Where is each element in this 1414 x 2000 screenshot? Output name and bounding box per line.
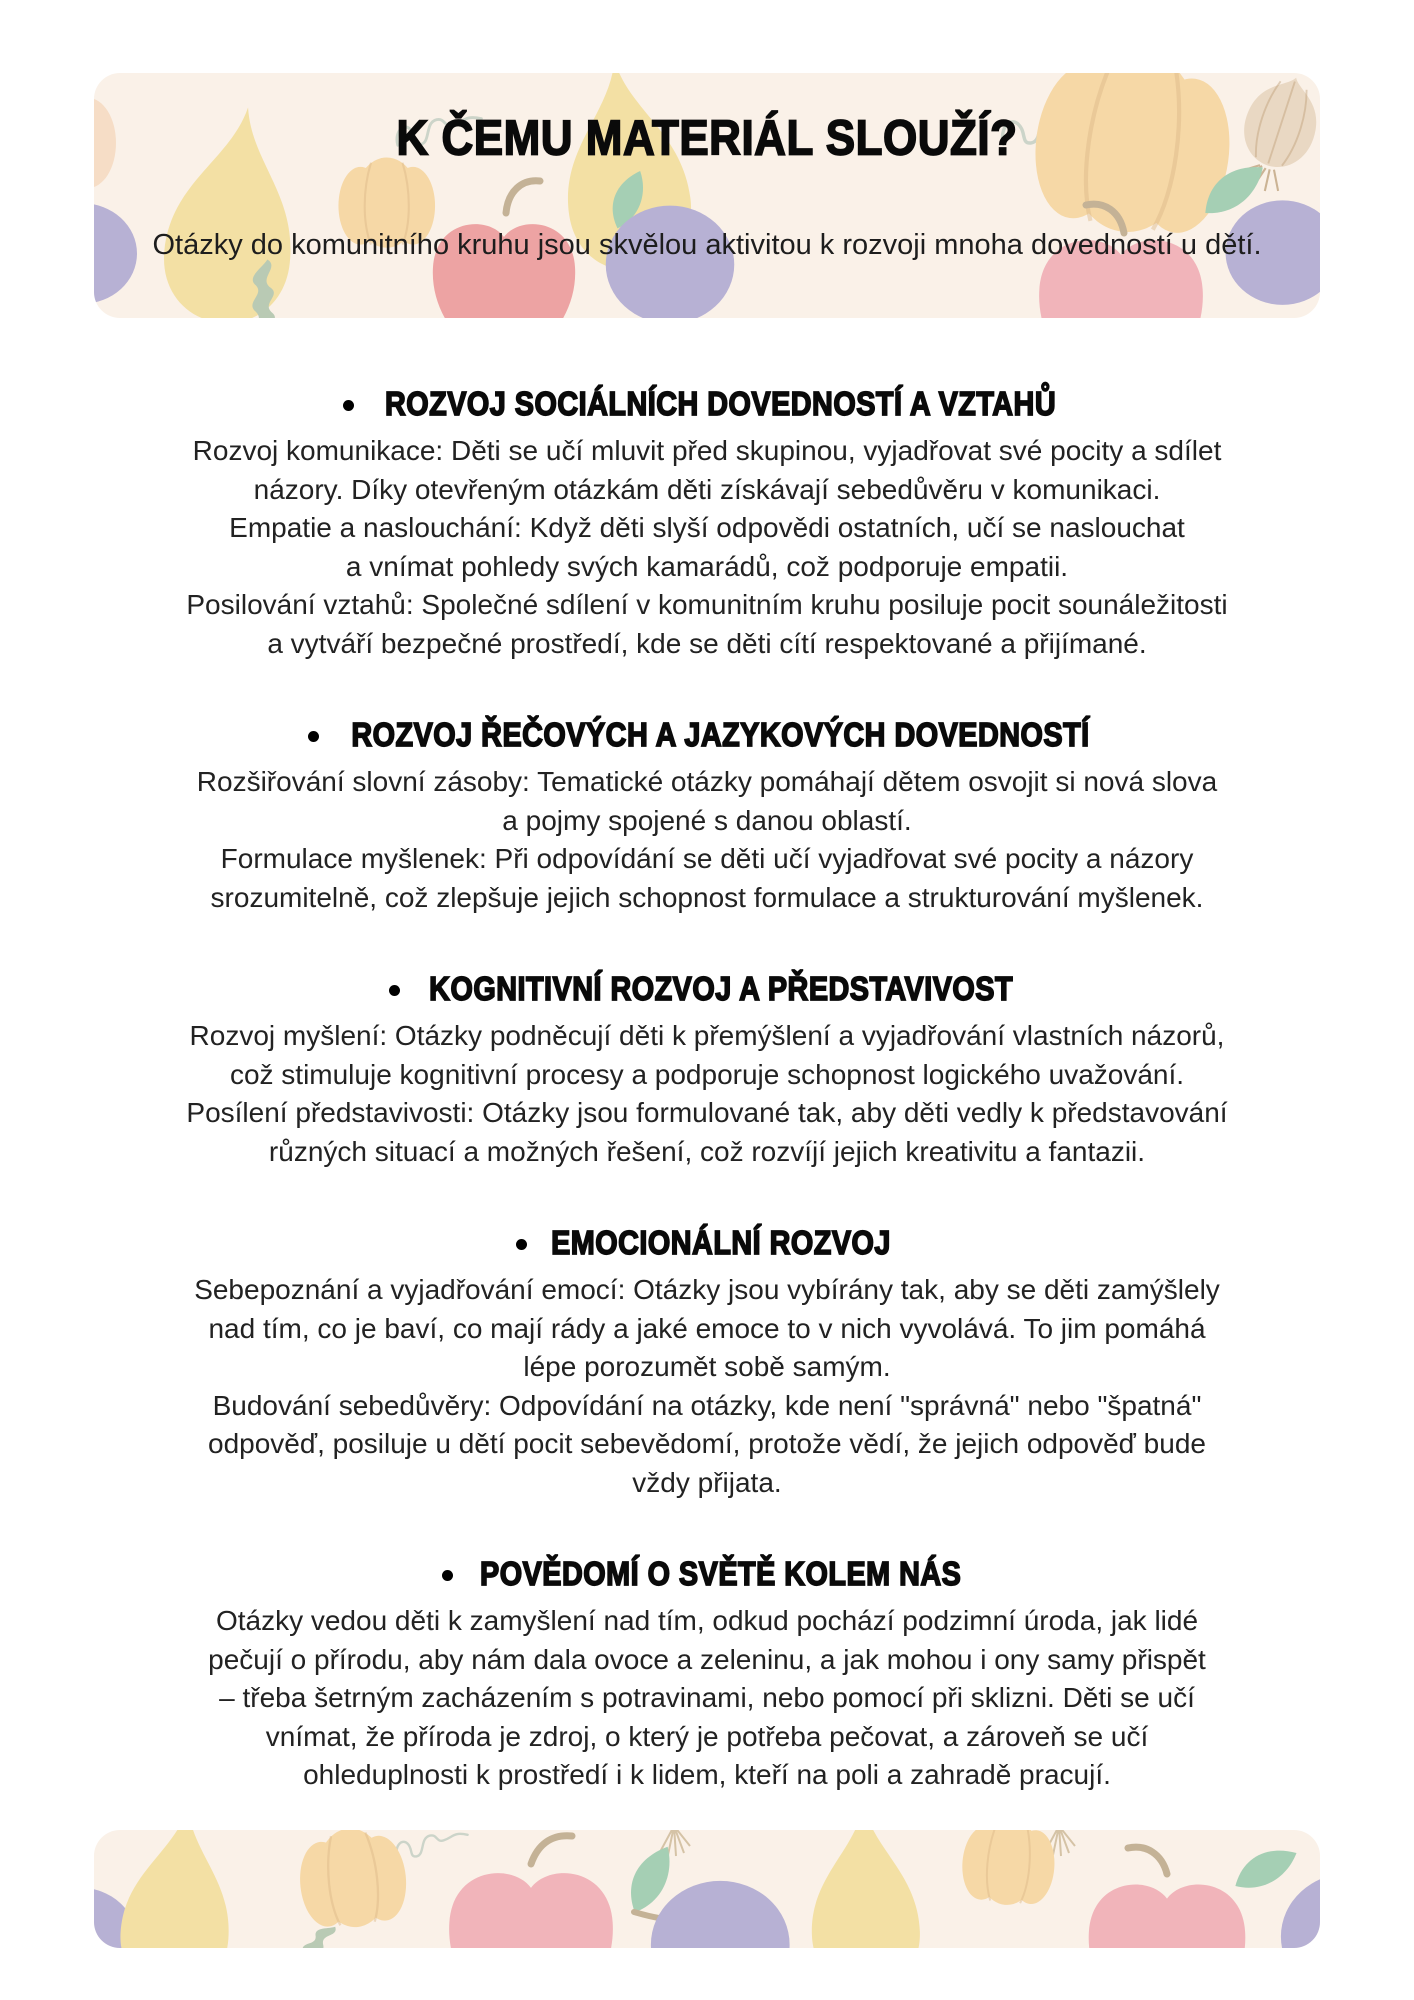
body-line: srozumitelně, což zlepšuje jejich schopnost formulace a strukturování myšlenek. — [210, 881, 1204, 913]
section-body — [87, 763, 1327, 917]
bullet-icon — [442, 1570, 453, 1581]
body-line: což stimuluje kognitivní procesy a podporuje schopnost logického uvažování. — [229, 1058, 1185, 1090]
body-line: – třeba šetrným zacházením s potravinami, nebo pomocí při sklizni. Děti se učí — [219, 1682, 1195, 1713]
body-line: vždy přijata. — [632, 1466, 782, 1498]
body-line: Posílení představivosti: Otázky jsou formulované tak, aby děti vedly k představování — [186, 1097, 1228, 1128]
section-body — [87, 432, 1327, 663]
body-line: Rozšiřování slovní zásoby: Tematické otázky pomáhají dětem osvojit si nová slova — [196, 766, 1218, 797]
section — [87, 716, 1327, 917]
body-line: Rozvoj myšlení: Otázky podněcují děti k přemýšlení a vyjadřování vlastních názorů, — [189, 1020, 1225, 1051]
leaf-icon — [1234, 1835, 1296, 1904]
section-heading: ROZVOJ SOCIÁLNÍCH DOVEDNOSTÍ A VZTAHŮ — [385, 385, 1057, 423]
section-heading-row — [87, 385, 1327, 423]
plum-icon — [1281, 1873, 1320, 1948]
body-line: Posilování vztahů: Společné sdílení v komunitním kruhu posiluje pocit sounáležitosti — [186, 589, 1228, 620]
apple-icon — [1089, 1884, 1246, 1948]
section-heading-row — [87, 970, 1327, 1008]
body-line: Empatie a naslouchání: Když děti slyší odpovědi ostatních, učí se naslouchat — [229, 512, 1185, 543]
section — [87, 385, 1327, 663]
body-line: Rozvoj komunikace: Děti se učí mluvit před skupinou, vyjadřovat své pocity a sdílet — [192, 435, 1222, 466]
body-line: různých situací a možných řešení, což rozvíjí jejich kreativitu a fantazii. — [268, 1135, 1146, 1167]
pear-icon — [805, 1830, 923, 1948]
section-heading: KOGNITIVNÍ ROZVOJ A PŘEDSTAVIVOST — [429, 970, 1013, 1008]
section-body — [87, 1017, 1327, 1171]
section-heading-row — [87, 716, 1327, 754]
body-line: Otázky vedou děti k zamyšlení nad tím, odkud pochází podzimní úroda, jak lidé — [215, 1605, 1199, 1636]
body-line: názory. Díky otevřeným otázkám děti získávají sebedůvěru v komunikaci. — [253, 473, 1161, 505]
body-line: a pojmy spojené s danou oblastí. — [502, 804, 912, 836]
bullet-icon — [308, 731, 319, 742]
plum-icon — [651, 1881, 790, 1948]
body-line: pečují o přírodu, aby nám dala ovoce a zeleninu, a jak mohou i ony samy přispět — [208, 1643, 1206, 1675]
page-subtitle: Otázky do komunitního kruhu jsou skvělou aktivitou k rozvoji mnoha dovedností u dětí. — [152, 229, 1262, 261]
pumpkin-icon — [959, 1830, 1058, 1909]
body-line: a vytváří bezpečné prostředí, kde se děti cítí respektované a přijímané. — [267, 627, 1147, 659]
apple-stem-icon — [531, 1836, 572, 1864]
section-heading-row — [87, 1224, 1327, 1262]
body-line: vnímat, že příroda je zdroj, o který je potřeba pečovat, a zároveň se učí — [265, 1720, 1149, 1752]
apple-icon — [449, 1873, 613, 1948]
pumpkin-icon — [295, 1830, 411, 1932]
section-heading-row — [87, 1555, 1327, 1593]
body-line: Sebepoznání a vyjadřování emocí: Otázky jsou vybírány tak, aby se děti zamýšlely — [194, 1274, 1220, 1305]
section — [87, 1555, 1327, 1795]
body-line: odpověď, posiluje u dětí pocit sebevědomí, protože vědí, že jejich odpověď bude — [208, 1428, 1206, 1459]
section-heading: ROZVOJ ŘEČOVÝCH A JAZYKOVÝCH DOVEDNOSTÍ — [351, 716, 1091, 754]
body-line: nad tím, co je baví, co mají rády a jaké emoce to v nich vyvolává. To jim pomáhá — [208, 1312, 1206, 1344]
apple-stem-icon — [1128, 1847, 1167, 1874]
pear-icon — [117, 1830, 238, 1948]
body-line: lépe porozumět sobě samým. — [523, 1351, 891, 1382]
body-line: a vnímat pohledy svých kamarádů, což podporuje empatii. — [345, 550, 1069, 582]
body-line: ohleduplnosti k prostředí i k lidem, kteří na poli a zahradě pracují. — [303, 1759, 1111, 1790]
page-title: K ČEMU MATERIÁL SLOUŽÍ? — [396, 111, 1018, 166]
section — [87, 1224, 1327, 1502]
body-line: Formulace myšlenek: Při odpovídání se děti učí vyjadřovat své pocity a názory — [220, 843, 1194, 874]
footer-banner — [94, 1830, 1320, 1948]
section-body — [87, 1602, 1327, 1795]
section-heading: POVĚDOMÍ O SVĚTĚ KOLEM NÁS — [480, 1555, 962, 1593]
bullet-icon — [516, 1239, 527, 1250]
section-heading: EMOCIONÁLNÍ ROZVOJ — [551, 1224, 891, 1262]
header-banner — [94, 73, 1320, 318]
fruit-pattern-footer — [94, 1830, 1320, 1948]
section — [87, 970, 1327, 1171]
bullet-icon — [389, 985, 400, 996]
bullet-icon — [343, 400, 354, 411]
body-line: Budování sebedůvěry: Odpovídání na otázky, kde není "správná" nebo "špatná" — [212, 1389, 1202, 1421]
sections-container — [87, 385, 1327, 1851]
squiggle-icon — [396, 1834, 467, 1857]
section-body — [87, 1271, 1327, 1502]
